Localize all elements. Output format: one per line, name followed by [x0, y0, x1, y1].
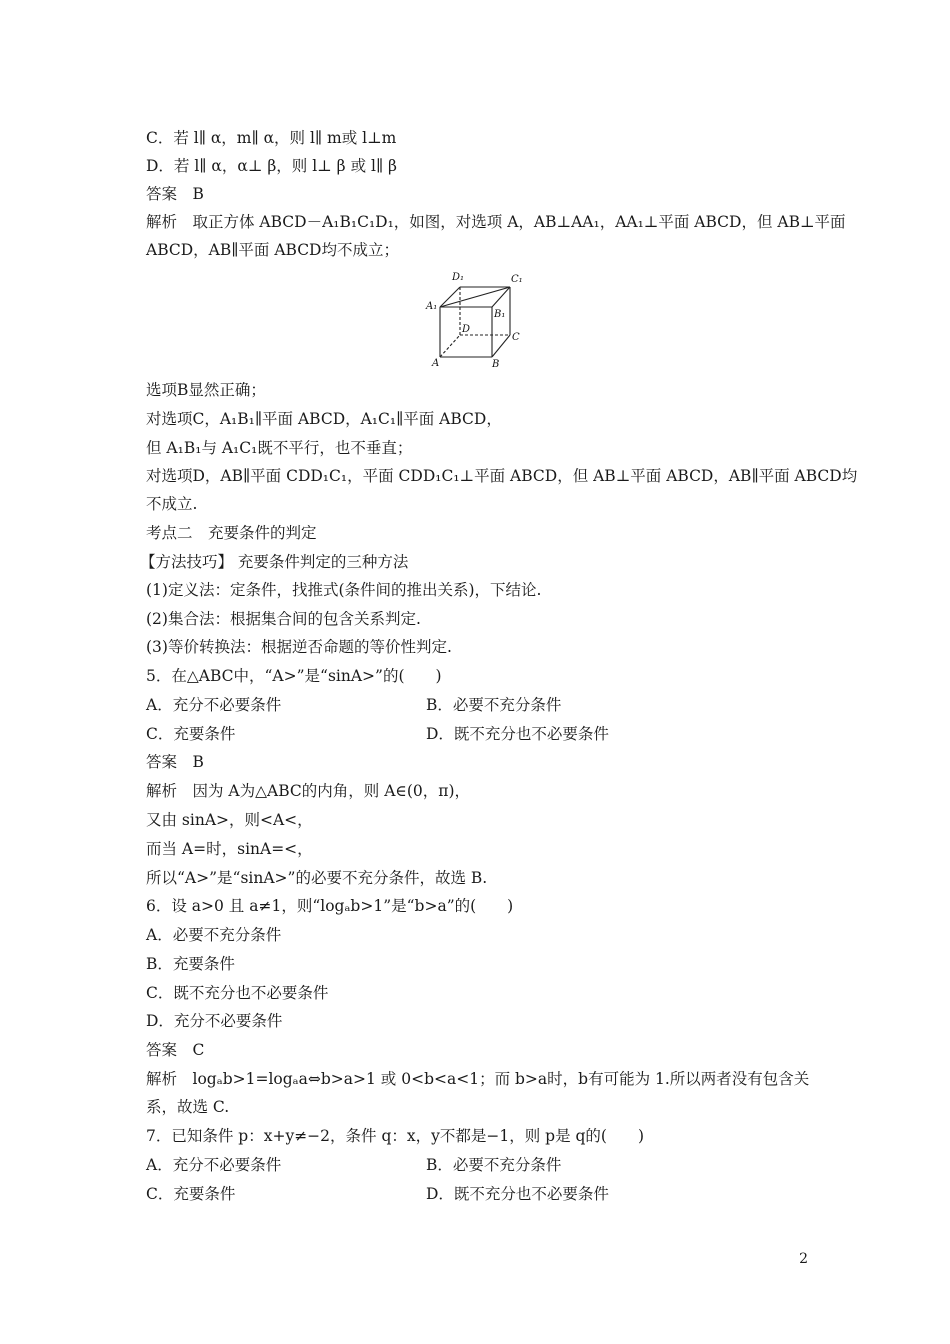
analysis-line: 系，故选 C. [146, 1098, 230, 1116]
analysis-line: ABCD，AB∥平面 ABCD均不成立； [146, 241, 399, 259]
question-6: 6．设 a>0 且 a≠1，则“logₐb>1”是“b>a”的( ) [146, 897, 514, 915]
label-a: A [432, 358, 440, 369]
answer-line: 答案 B [146, 753, 204, 771]
question-7: 7．已知条件 p：x+y≠−2，条件 q：x，y不都是−1，则 p是 q的( ) [146, 1127, 645, 1145]
method-item: (1)定义法：定条件，找推式(条件间的推出关系)，下结论. [146, 581, 542, 599]
page-number: 2 [799, 1251, 808, 1267]
q5-option-a: A．充分不必要条件 [146, 696, 282, 714]
analysis-line: 又由 sinA>，则<A<， [146, 811, 313, 829]
method-heading: 【方法技巧】 充要条件判定的三种方法 [140, 553, 409, 571]
answer-line: 答案 C [146, 1041, 205, 1059]
q5-option-c: C．充要条件 [146, 725, 236, 743]
q7-option-a: A．充分不必要条件 [146, 1156, 282, 1174]
label-c1: C₁ [511, 274, 523, 285]
analysis-line: 但 A₁B₁与 A₁C₁既不平行，也不垂直； [146, 439, 413, 457]
q7-option-b: B．必要不充分条件 [426, 1156, 562, 1174]
option-c-line: C．若 l∥ α，m∥ α，则 l∥ m或 l⊥m [146, 129, 397, 147]
label-a1: A₁ [426, 301, 438, 312]
analysis-line: 不成立. [146, 495, 198, 513]
analysis-line: 对选项D，AB∥平面 CDD₁C₁，平面 CDD₁C₁⊥平面 ABCD，但 AB⊥平面 ABCD，AB∥平面 ABCD均 [146, 467, 858, 485]
analysis-line: 解析 取正方体 ABCD－A₁B₁C₁D₁，如图，对选项 A，AB⊥AA₁，AA₁⊥平面 ABCD，但 AB⊥平面 [146, 213, 846, 231]
q6-option-b: B．充要条件 [146, 955, 235, 973]
label-d: D [462, 324, 471, 335]
analysis-line: 选项B显然正确； [146, 381, 266, 399]
q6-option-c: C．既不充分也不必要条件 [146, 984, 329, 1002]
analysis-line: 所以“A>”是“sinA>”的必要不充分条件，故选 B. [146, 869, 488, 887]
q6-option-a: A．必要不充分条件 [146, 926, 282, 944]
q6-option-d: D．充分不必要条件 [146, 1012, 283, 1030]
label-d1: D₁ [452, 272, 465, 283]
label-b1: B₁ [494, 309, 506, 320]
question-5: 5．在△ABC中，“A>”是“sinA>”的( ) [146, 667, 442, 685]
label-c: C [512, 332, 520, 343]
answer-line: 答案 B [146, 185, 204, 203]
analysis-line: 而当 A=时，sinA=<， [146, 840, 313, 858]
method-item: (3)等价转换法：根据逆否命题的等价性判定. [146, 638, 452, 656]
cube-figure [420, 262, 530, 372]
method-item: (2)集合法：根据集合间的包含关系判定. [146, 610, 421, 628]
analysis-line: 解析 因为 A为△ABC的内角，则 A∈(0，π)， [146, 782, 471, 800]
label-b: B [492, 359, 500, 370]
analysis-line: 解析 logₐb>1=logₐa⇔b>a>1 或 0<b<a<1；而 b>a时，b有可能为 1.所以两者没有包含关 [146, 1070, 810, 1088]
q5-option-b: B．必要不充分条件 [426, 696, 562, 714]
q5-option-d: D．既不充分也不必要条件 [426, 725, 609, 743]
option-d-line: D．若 l∥ α，α⊥ β，则 l⊥ β 或 l∥ β [146, 157, 398, 175]
section-heading: 考点二 充要条件的判定 [146, 524, 317, 542]
q7-option-d: D．既不充分也不必要条件 [426, 1185, 609, 1203]
q7-option-c: C．充要条件 [146, 1185, 236, 1203]
analysis-line: 对选项C，A₁B₁∥平面 ABCD，A₁C₁∥平面 ABCD， [146, 410, 502, 428]
